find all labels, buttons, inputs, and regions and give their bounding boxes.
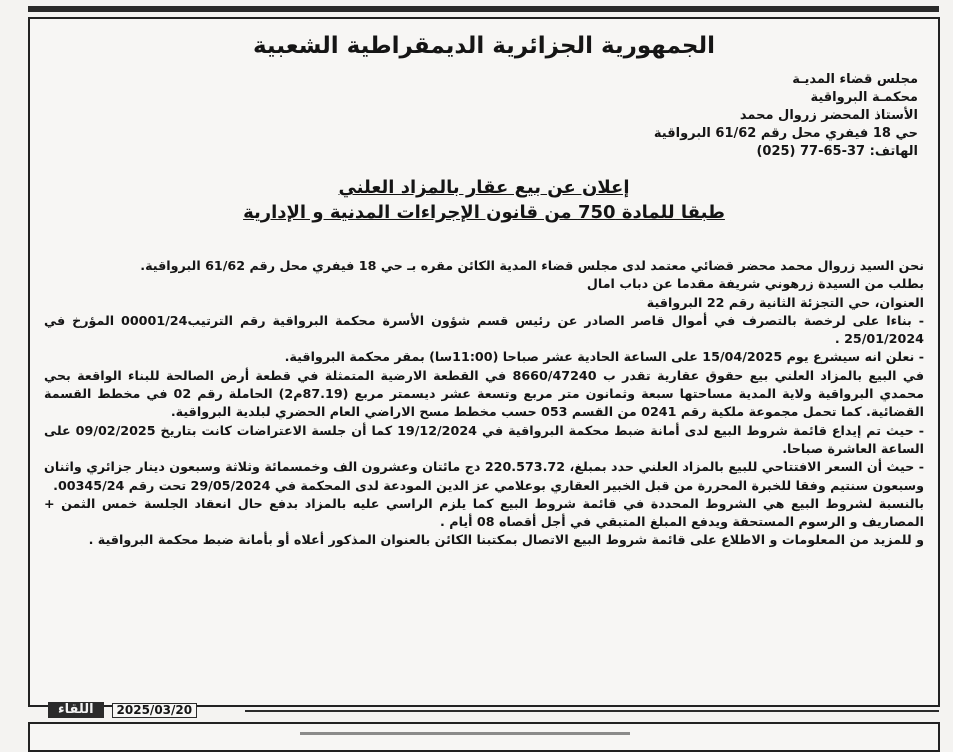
header-tribunal: محكمـة البرواقية xyxy=(810,90,918,105)
announcement-subtitle: طبقا للمادة 750 من قانون الإجراءات المدنية و الإدارية xyxy=(243,202,725,223)
paragraph-requester-address: العنوان، حي التجزئة الثانية رقم 22 البرواقية xyxy=(646,294,924,310)
paragraph-auction-date: - نعلن انه سيشرع يوم 15/04/2025 على الساعة الحادية عشر صباحا (11:00سا) بمقر محكمة البرواقية. xyxy=(284,349,924,365)
paragraph-sale-conditions: بالنسبة لشروط البيع هي الشروط المحددة في قائمة شروط البيع كما يلزم الراسي عليه بالمزاد بدفع حال انعقاد الجلسة خمس الثمن + المصاريف و الرسوم المستحقة ويدفع المبلغ المتبقي في أجل أقصاه 08 أيام . xyxy=(44,495,924,530)
document-title: الجمهورية الجزائرية الديمقراطية الشعبية xyxy=(252,33,716,59)
issuer-header xyxy=(398,71,918,161)
paragraph-requester: بطلب من السيدة زرهوني شريفة مقدما عن دباب امال xyxy=(586,276,924,292)
header-phone: الهاتف: 37-65-77 (025) xyxy=(756,144,918,159)
newspaper-name-tag: اللقاء xyxy=(48,702,104,718)
footer-rule xyxy=(245,710,939,712)
paragraph-conditions-deposit: - حيث تم إيداع قائمة شروط البيع لدى أمانة ضبط محكمة البرواقية في 19/12/2024 كما أن جلسة الاعتراضات كانت بتاريخ 09/02/2025 على الساعة العاشرة صباحا. xyxy=(44,422,924,456)
announcement-body xyxy=(44,257,924,550)
publication-date: 2025/03/20 xyxy=(112,703,198,718)
announcement-title: إعلان عن بيع عقار بالمزاد العلني xyxy=(338,177,630,198)
paragraph-authorization: - بناءا على لرخصة بالتصرف في أموال قاصر الصادر عن رئيس قسم شؤون الأسرة محكمة البرواقية رقم الترتيب00001/24 المؤرخ في 25/01/2024 . xyxy=(44,312,924,347)
announcement-box xyxy=(28,17,940,707)
paragraph-opening-price: - حيث أن السعر الافتتاحي للبيع بالمزاد العلني حدد بمبلغ، 220.573.72 دج مائتان وعشرون الف وخمسمائة وثلاثة وسبعون دينار جزائري واثنان وسبعون سنتيم وفقا للخبرة المحررة من قبل الخبير العقاري بوعلامي عز الدين المودعة لدى المحكمة في 29/05/2024 تحت رقم 00345/24. xyxy=(44,459,924,493)
header-court-council: مجلس قضاء المديـة xyxy=(792,72,918,87)
paragraph-property-description: في البيع بالمزاد العلني بيع حقوق عقارية تقدر ب 8660/47240 في القطعة الارضية المتمثلة في قطعة أرض الصالحة للبناء الواقعة بحي محمدي البرواقية ولاية المدية مساحتها سبعة وثمانون متر مربع وتسعة عشر ديسمتر مربع (87.19م2) الحاملة رقم 02 في مخطط القسمة القضائية. كما تحمل مجموعة ملكية رقم 0241 من القسم 053 حسب مخطط مسح الاراضي العام الحضري لبلدية البرواقية. xyxy=(44,367,924,420)
top-border-rule xyxy=(28,6,939,12)
publication-footer xyxy=(48,702,197,718)
next-announcement-box-cropped xyxy=(28,722,940,752)
paragraph-bailiff: نحن السيد زروال محمد محضر قضائي معتمد لدى مجلس قضاء المدية الكائن مقره بـ حي 18 فيفري محل رقم 61/62 البرواقية. xyxy=(140,258,924,273)
header-address: حي 18 فيفري محل رقم 61/62 البرواقية xyxy=(653,126,918,141)
header-bailiff-name: الأستاذ المحضر زروال محمد xyxy=(739,108,918,123)
next-announcement-title-fragment xyxy=(300,732,630,752)
paragraph-contact-info: و للمزيد من المعلومات و الاطلاع على قائمة شروط البيع الاتصال بمكتبنا الكائن بالعنوان المذكور أعلاه أو بأمانة ضبط محكمة البرواقية . xyxy=(88,532,924,548)
